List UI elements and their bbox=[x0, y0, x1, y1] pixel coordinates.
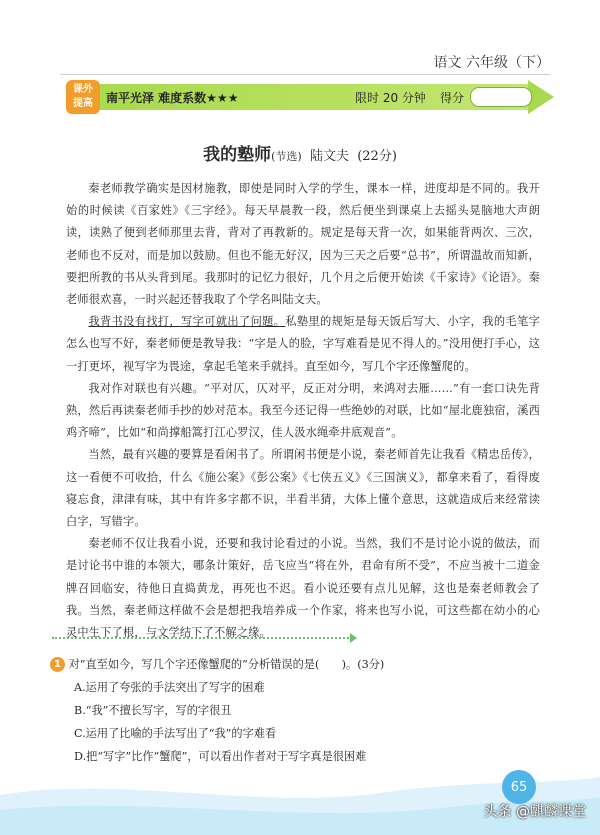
time-limit: 限时 20 分钟 bbox=[355, 91, 426, 105]
underlined-sentence: 我背书没有找打，写字可就出了问题。 bbox=[88, 315, 286, 329]
subject-grade-label: 语文 六年级（下） bbox=[433, 55, 550, 71]
badge-line-2: 提高 bbox=[73, 98, 93, 109]
badge-line-1: 课外 bbox=[73, 84, 93, 95]
article-points: (22分) bbox=[357, 149, 397, 164]
watermark: 头条 @麒麟课堂 bbox=[483, 804, 586, 820]
paragraph-1: 秦老师教学确实是因材施教，即使是同时入学的学生，课本一样，进度却是不同的。我开始的时候读《百家姓》《三字经》。每天早晨教一段，然后便坐到课桌上去摇头晃脑地大声朗读，读熟了便到老师那里去背，背对了再教新的。规定是每天背一次，如果能背两次、三次，老师也不反对，而是加以鼓励。但也不能无好汉，因为三天之后要“总书”，所谓温故而知新，要把所教的书从头背到尾。我那时的记忆力很好，几个月之后便开始读《千家诗》《论语》。秦老师很欢喜，一时兴起还替我取了个学名叫陆文夫。 bbox=[66, 182, 540, 307]
question-number: 1 bbox=[50, 657, 65, 672]
article-author: 陆文夫 bbox=[309, 149, 349, 164]
question-stem: 对“直至如今，写几个字还像蟹爬的”分析错误的是( )。(3分) bbox=[68, 658, 385, 671]
article-title: 我的塾师 bbox=[203, 145, 272, 165]
extracurricular-badge bbox=[66, 80, 100, 114]
header-rule bbox=[60, 74, 550, 75]
divider-arrow-icon bbox=[350, 633, 357, 643]
question-block bbox=[50, 653, 550, 768]
paragraph-2 bbox=[66, 311, 540, 378]
paragraph-3: 我对作对联也有兴趣。“平对仄，仄对平，反正对分明，来鸿对去雁……”有一套口诀先背熟，然后再读秦老师手抄的妙对范本。我至今还记得一些绝妙的对联，比如“屋北鹿独宿，溪西鸡齐啼”，比如“和尚撑船篙打江心罗汉，佳人汲水绳牵井底观音”。 bbox=[66, 381, 540, 440]
reading-passage bbox=[66, 178, 540, 644]
dotted-divider bbox=[52, 637, 352, 639]
article-note: (节选) bbox=[271, 150, 302, 163]
paragraph-5: 秦老师不仅让我看小说，还要和我讨论看过的小说。当然，我们不是讨论小说的做法，而是讨论书中谁的本领大，哪条计策好，岳飞应当“将在外，君命有所不受”，不应当被十二道金牌召回临安，待他日直捣黄龙，再死也不迟。看小说还要有点儿见解，这也是秦老师教会了我。当然，秦老师这样做不会是想把我培养成一个作家，将来也写小说，可这些都在幼小的心灵中生下了根，与文学结下了不解之缘。 bbox=[66, 537, 540, 640]
option-d[interactable]: D.把“写字”比作“蟹爬”，可以看出作者对于写字真是很困难 bbox=[74, 750, 367, 763]
score-input-box[interactable] bbox=[470, 87, 532, 107]
question-stem-line bbox=[50, 653, 550, 676]
article-title-line bbox=[0, 140, 600, 165]
banner-title: 南平光泽 难度系数★★★ bbox=[106, 91, 239, 105]
paragraph-2-rest: 私塾里的规矩是每天饭后写大、小字，我的毛笔字怎么也写不好，秦老师便是教导我：“字是人的脸，字写难看是见不得人的。”没用便打手心，这一打更坏，视写字为畏途，拿起毛笔来手就抖。直至如今，写几个字还像蟹爬的。 bbox=[66, 315, 540, 373]
paragraph-4: 当然，最有兴趣的要算是看闲书了。所谓闲书便是小说，秦老师首先让我看《精忠岳传》，这一看便不可收拾，什么《施公案》《彭公案》《七侠五义》《三国演义》，都拿来看了，看得废寝忘食，津津有味，其中有许多字都不识，半看半猜，大体上懂个意思，这就造成后来经常读白字，写错字。 bbox=[66, 448, 540, 529]
score-label: 得分 bbox=[440, 91, 465, 105]
option-c[interactable]: C.运用了比喻的手法写出了“我”的字难看 bbox=[74, 727, 277, 740]
option-b[interactable]: B.“我”不擅长写字，写的字很丑 bbox=[74, 704, 232, 717]
page-number: 65 bbox=[502, 770, 536, 804]
option-a[interactable]: A.运用了夸张的手法突出了写字的困难 bbox=[74, 681, 265, 694]
